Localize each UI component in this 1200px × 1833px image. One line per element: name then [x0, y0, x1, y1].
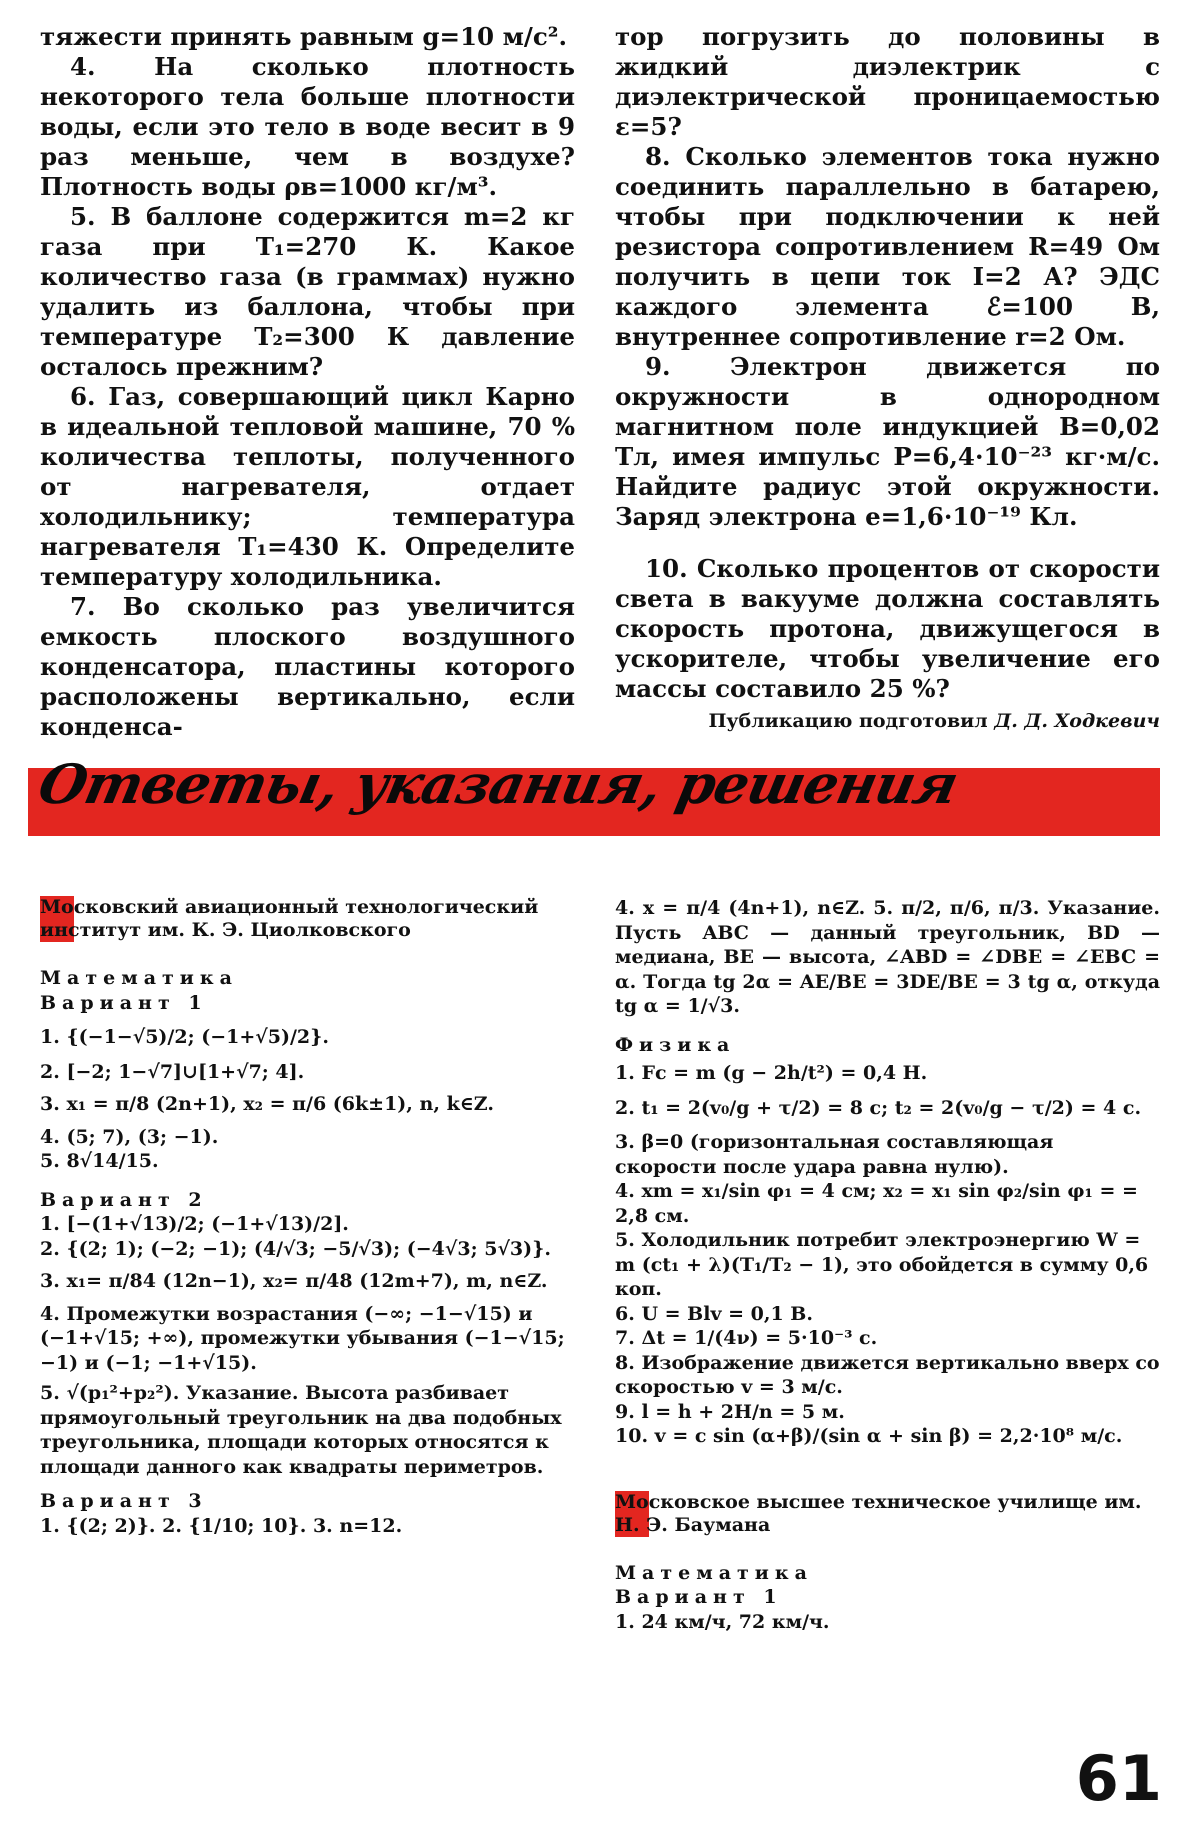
answer-line: 2. [−2; 1−√7]∪[1+√7; 4].: [40, 1060, 305, 1083]
answer-line: 4. (5; 7), (3; −1).: [40, 1125, 219, 1148]
problem-text: 8. Сколько элементов тока нужно соединить параллельно в батарею, чтобы при подключении к ней резистора сопротивлением R=49 Ом получить в цепи ток I=2 А? ЭДС каждого элемента ℰ=100 В, внутреннее сопротивление r=2 Ом.: [615, 142, 1160, 351]
institute-heading: [40, 896, 585, 942]
answer-line: 1. 24 км/ч, 72 км/ч.: [615, 1610, 830, 1633]
answers-right-column: [615, 896, 1160, 1634]
answer-line: 4. Промежутки возрастания (−∞; −1−√15) и (−1+√15; +∞), промежутки убывания (−1−√15; −1) и (−1; −1+√15).: [40, 1302, 565, 1374]
answer-line: 2. {(2; 1); (−2; −1); (4/√3; −5/√3); (−4√3; 5√3)}.: [40, 1237, 551, 1260]
answer-line: 7. Δt = 1/(4ν) = 5·10⁻³ с.: [615, 1327, 878, 1349]
credit-author: Д. Д. Ходкевич: [994, 710, 1160, 732]
problem-text: тор погрузить до половины в жидкий диэлектрик с диэлектрической проницаемостью ε=5?: [615, 22, 1160, 141]
variant-heading: Вариант 1: [40, 991, 208, 1014]
answer-line: 6. U = Blv = 0,1 В.: [615, 1302, 813, 1325]
problem-text: 10. Сколько процентов от скорости света в вакууме должна составлять скорость протона, движущегося в ускорителе, чтобы увеличение его массы составило 25 %?: [615, 554, 1160, 703]
answer-line: 1. {(−1−√5)/2; (−1+√5)/2}.: [40, 1026, 329, 1048]
answer-line: 5. 8√14/15.: [40, 1150, 159, 1172]
problem-text: 4. На сколько плотность некоторого тела больше плотности воды, если это тело в воде весит в 9 раз меньше, чем в воздухе? Плотность воды ρв=1000 кг/м³.: [40, 52, 575, 201]
page-number: 61: [1075, 1742, 1162, 1815]
answer-line: 1. [−(1+√13)/2; (−1+√13)/2].: [40, 1213, 349, 1235]
answer-line: 4. xm = x₁/sin φ₁ = 4 см; x₂ = x₁ sin φ₂/sin φ₁ = = 2,8 см.: [615, 1180, 1138, 1227]
subject-heading: Математика: [615, 1561, 813, 1584]
answer-line: 8. Изображение движется вертикально вверх со скоростью v = 3 м/с.: [615, 1351, 1160, 1398]
problem-text: 5. В баллоне содержится m=2 кг газа при T₁=270 К. Какое количество газа (в граммах) нужно удалить из баллона, чтобы при температуре T₂=300 К давление осталось прежним?: [40, 202, 575, 381]
answer-line: 9. l = h + 2H/n = 5 м.: [615, 1400, 845, 1423]
answer-line: 3. β=0 (горизонтальная составляющая скорости после удара равна нулю).: [615, 1131, 1054, 1178]
problem-text: 6. Газ, совершающий цикл Карно в идеальной тепловой машине, 70 % количества теплоты, полученного от нагревателя, отдает холодильнику; температура нагревателя T₁=430 К. Определите температуру холодильника.: [40, 382, 575, 591]
problem-text: 9. Электрон движется по окружности в однородном магнитном поле индукцией B=0,02 Тл, имея импульс P=6,4·10⁻²³ кг·м/с. Найдите радиус этой окружности. Заряд электрона e=1,6·10⁻¹⁹ Кл.: [615, 352, 1160, 531]
answer-line: 4. x = π/4 (4n+1), n∈Z. 5. π/2, π/6, π/3. Указание. Пусть ABC — данный треугольник, BD — медиана, BE — высота, ∠ABD = ∠DBE = ∠EBC = α. Тогда tg 2α = AE/BE = 3DE/BE = 3 tg α, откуда tg α = 1/√3.: [615, 897, 1160, 1017]
credit-prefix: Публикацию подготовил: [708, 710, 988, 732]
answer-line: 2. t₁ = 2(v₀/g + τ/2) = 8 с; t₂ = 2(v₀/g − τ/2) = 4 с.: [615, 1096, 1142, 1119]
answer-line: 3. x₁= π/84 (12n−1), x₂= π/48 (12m+7), m, n∈Z.: [40, 1270, 548, 1292]
section-title: Ответы, указания, решения: [33, 752, 964, 816]
subject-heading: Математика: [40, 967, 238, 989]
institute-name: Московское высшее техническое училище им. Н. Э. Баумана: [615, 1490, 1142, 1536]
variant-heading: Вариант 1: [615, 1586, 783, 1608]
answer-line: 5. √(p₁²+p₂²). Указание. Высота разбивает прямоугольный треугольник на два подобных треугольника, площади которых относятся к площади данного как квадраты периметров.: [40, 1382, 562, 1478]
answer-line: 1. {(2; 2)}. 2. {1/10; 10}. 3. n=12.: [40, 1514, 403, 1537]
variant-heading: Вариант 3: [40, 1490, 208, 1512]
problems-right-column: [615, 22, 1160, 734]
problem-text: тяжести принять равным g=10 м/с².: [40, 22, 568, 51]
credit-line: [615, 708, 1160, 734]
institute-heading: [615, 1491, 1160, 1537]
problems-left-column: [40, 22, 575, 742]
institute-name: Московский авиационный технологический институт им. К. Э. Циолковского: [40, 896, 539, 941]
answers-left-column: [40, 896, 585, 1538]
physics-heading: Физика: [615, 1033, 736, 1056]
answer-line: 5. Холодильник потребит электроэнергию W = m (ct₁ + λ)(T₁/T₂ − 1), это обойдется в сумму 0,6 коп.: [615, 1229, 1149, 1300]
problem-text: 7. Во сколько раз увеличится емкость плоского воздушного конденсатора, пластины которого расположены вертикально, если конденса-: [40, 592, 575, 741]
answer-line: 1. Fc = m (g − 2h/t²) = 0,4 Н.: [615, 1062, 928, 1084]
answer-line: 3. x₁ = π/8 (2n+1), x₂ = π/6 (6k±1), n, k∈Z.: [40, 1093, 494, 1115]
variant-heading: Вариант 2: [40, 1188, 208, 1211]
answer-line: 10. v = c sin (α+β)/(sin α + sin β) = 2,2·10⁸ м/с.: [615, 1425, 1123, 1447]
